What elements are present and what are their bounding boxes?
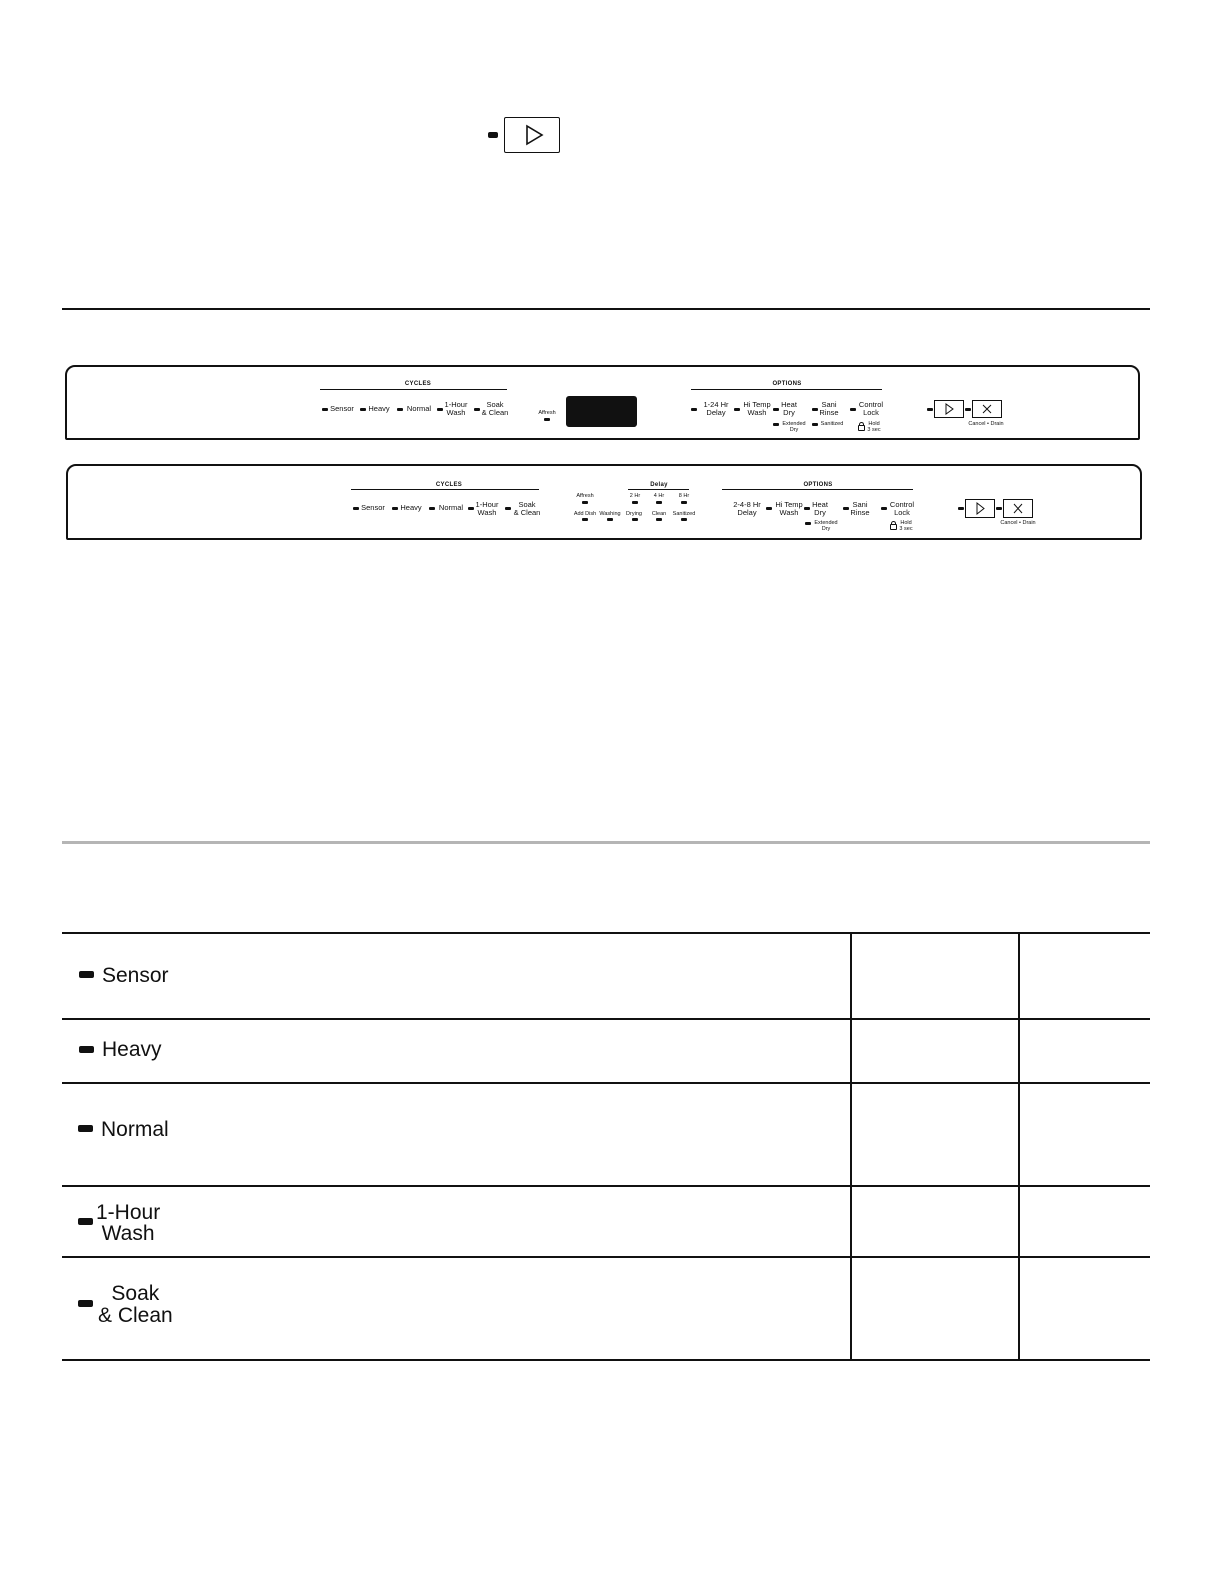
panel2-sanitized-label: Sanitized [672,511,696,517]
panel1-options-heading: OPTIONS [772,381,802,387]
start-button[interactable] [504,117,560,153]
panel1-hi-temp-wash-button[interactable]: Hi Temp Wash [743,400,771,417]
panel2-normal-button[interactable]: Normal [438,503,464,512]
panel1-affresh-label: Affresh [538,410,556,416]
soak-clean-indicator [78,1300,93,1307]
panel1-sensor-button[interactable]: Sensor [330,404,354,413]
panel1-lock-icon [858,425,865,431]
panel2-soak-indicator [505,507,511,510]
panel2-cancel-indicator [996,507,1002,510]
panel1-sani-rinse-button[interactable]: Sani Rinse [819,400,839,417]
table-column-divider [1018,932,1020,1361]
panel2-heavy-indicator [392,507,398,510]
panel1-cancel-drain-label: Cancel • Drain [968,421,1004,427]
panel1-delay-button[interactable]: 1-24 Hr Delay [703,400,729,417]
panel2-drying-indicator [632,518,638,521]
panel2-normal-indicator [429,507,435,510]
section-divider [62,841,1150,844]
sensor-indicator [79,971,94,978]
panel2-start-button[interactable] [965,499,995,518]
panel2-control-lock-button[interactable]: Control Lock [889,500,915,517]
panel2-add-dish-label: Add Dish [573,511,597,517]
start-indicator-light [488,132,498,138]
table-rule [62,1256,1150,1258]
panel1-normal-button[interactable]: Normal [406,404,432,413]
panel2-cancel-button[interactable] [1003,499,1033,518]
panel2-hi-temp-wash-button[interactable]: Hi Temp Wash [775,500,803,517]
panel1-cancel-button[interactable] [972,400,1002,418]
panel2-heavy-button[interactable]: Heavy [400,503,422,512]
panel1-options-rule [691,389,882,390]
table-rule [62,1185,1150,1187]
panel2-extdry-indicator [805,522,811,525]
panel2-delay-rule [628,489,689,490]
panel2-lock-icon [890,524,897,530]
panel1-sensor-indicator [322,408,328,411]
panel1-start-button[interactable] [934,400,964,418]
panel2-heat-dry-button[interactable]: Heat Dry [812,500,828,517]
panel1-cycles-heading: CYCLES [404,381,432,387]
1-hour-wash-indicator [78,1218,93,1225]
panel2-washing-label: Washing [599,511,621,517]
soak-clean-cycle-label: Soak & Clean [98,1282,173,1327]
table-rule [62,1359,1150,1361]
panel2-drying-label: Drying [626,511,642,517]
panel2-2hr-indicator [632,501,638,504]
table-rule [62,1082,1150,1084]
panel2-soak-clean-button[interactable]: Soak & Clean [513,500,541,517]
panel2-delay-button[interactable]: 2-4-8 Hr Delay [733,500,761,517]
panel2-affresh-label: Affresh [576,493,594,499]
panel1-affresh-indicator [544,418,550,421]
panel2-4hr-label: 4 Hr [653,493,665,499]
panel2-affresh-indicator [582,501,588,504]
table-column-divider [850,932,852,1361]
close-icon [1004,500,1032,517]
close-icon [973,401,1001,417]
panel1-control-lock-button[interactable]: Control Lock [858,400,884,417]
panel1-normal-indicator [397,408,403,411]
panel2-8hr-label: 8 Hr [678,493,690,499]
panel2-sani-rinse-button[interactable]: Sani Rinse [850,500,870,517]
panel2-sensor-button[interactable]: Sensor [361,503,385,512]
section-divider [62,308,1150,310]
panel1-start-indicator [927,408,933,411]
panel2-cancel-drain-label: Cancel • Drain [1000,520,1036,526]
sensor-cycle-label: Sensor [102,964,169,987]
panel1-cycles-rule [320,389,507,390]
normal-indicator [78,1125,93,1132]
panel2-clean-indicator [656,518,662,521]
panel2-start-indicator [958,507,964,510]
table-rule [62,1018,1150,1020]
panel1-extdry-indicator [773,423,779,426]
table-rule [62,932,1150,934]
panel2-delay-heading: Delay [650,482,668,488]
panel2-8hr-indicator [681,501,687,504]
panel1-display [566,396,637,427]
panel2-add-dish-indicator [582,518,588,521]
panel2-sanitized-indicator [681,518,687,521]
panel1-heavy-indicator [360,408,366,411]
panel2-washing-indicator [607,518,613,521]
panel1-soak-clean-button[interactable]: Soak & Clean [481,400,509,417]
panel1-heat-dry-button[interactable]: Heat Dry [781,400,797,417]
heavy-cycle-label: Heavy [102,1038,162,1061]
panel1-sanitized-label: Sanitized [820,421,844,427]
panel2-4hr-indicator [656,501,662,504]
heavy-indicator [79,1046,94,1053]
panel1-cancel-indicator [965,408,971,411]
panel2-cycles-rule [351,489,539,490]
normal-cycle-label: Normal [101,1118,169,1141]
panel1-hold-label: Hold 3 sec [867,421,881,433]
panel1-delay-indicator [691,408,697,411]
panel2-extended-dry-label: Extended Dry [814,520,838,532]
panel1-extended-dry-label: Extended Dry [782,421,806,433]
play-icon [935,401,963,417]
panel2-clean-label: Clean [651,511,667,517]
panel2-1hour-wash-button[interactable]: 1-Hour Wash [475,500,499,517]
panel2-2hr-label: 2 Hr [629,493,641,499]
panel1-heavy-button[interactable]: Heavy [368,404,390,413]
play-icon [966,500,994,517]
panel2-options-rule [722,489,913,490]
panel2-hold-label: Hold 3 sec [899,520,913,532]
play-icon [505,118,559,152]
1-hour-wash-cycle-label: 1-Hour Wash [96,1201,161,1245]
panel2-options-heading: OPTIONS [803,482,833,488]
panel2-sensor-indicator [353,507,359,510]
panel2-cycles-heading: CYCLES [435,482,463,488]
panel1-1hour-wash-button[interactable]: 1-Hour Wash [444,400,468,417]
